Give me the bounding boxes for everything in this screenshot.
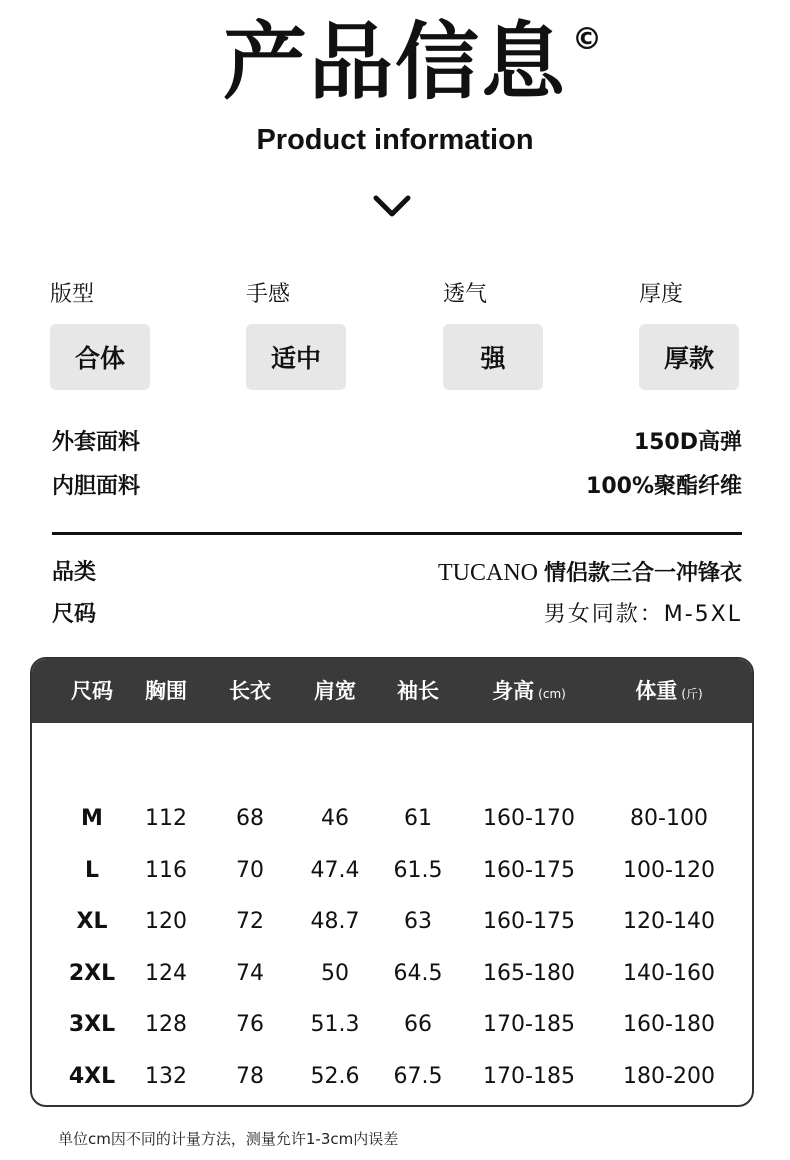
table-cell [394, 1102, 443, 1107]
table-cell: 128 [145, 1012, 187, 1037]
category-row [52, 558, 742, 589]
table-cell: 61.5 [393, 857, 443, 883]
column-header-unit: (cm) [538, 687, 566, 701]
size-cell: 3XL [68, 1012, 116, 1037]
inner-fabric-row [52, 472, 742, 502]
column-header-label: 肩宽 [314, 679, 356, 703]
table-cell: 120-140 [623, 909, 715, 934]
page-title-zh: 产品信息 [222, 13, 567, 111]
column-header-label: 体重 [635, 679, 678, 703]
table-cell: 47.4 [310, 857, 360, 883]
table-cell: 132 [145, 1063, 187, 1089]
table-cell: 72 [236, 909, 264, 934]
table-row [32, 999, 752, 1051]
column-header [397, 659, 439, 723]
attribute-label: 手感 [246, 282, 291, 307]
attribute-label: 版型 [50, 282, 95, 307]
table-cell: 67.5 [393, 1063, 443, 1089]
table-cell: 80-100 [630, 806, 708, 831]
size-range-label: 尺码 [52, 602, 97, 627]
table-cell: 160-170 [483, 806, 575, 831]
outer-fabric-label: 外套面料 [52, 430, 141, 455]
table-cell: 61 [404, 806, 432, 831]
attribute-breathability [443, 280, 547, 390]
table-cell: 66 [404, 1012, 432, 1037]
table-cell [623, 1102, 715, 1107]
size-cell: 4XL [68, 1063, 116, 1089]
table-cell: 63 [404, 909, 432, 934]
attribute-feel [246, 280, 350, 390]
size-cell: L [84, 857, 100, 883]
table-cell: 165-180 [483, 960, 575, 986]
section-divider [52, 532, 742, 535]
attribute-value: 合体 [50, 324, 150, 390]
inner-fabric-label: 内胆面料 [52, 474, 141, 499]
column-header [71, 659, 113, 723]
inner-fabric-value: 100%聚酯纤维 [586, 474, 742, 499]
table-row [32, 948, 752, 1000]
category-value [438, 558, 742, 589]
chevron-down-icon [372, 192, 412, 222]
table-cell: 70 [236, 857, 264, 883]
size-cell [69, 1102, 115, 1107]
copyright-mark: © [572, 22, 602, 57]
table-cell: 74 [236, 960, 264, 986]
size-range-value: 男女同款：M-5XL [543, 602, 742, 627]
table-cell: 76 [236, 1012, 264, 1037]
column-header [145, 659, 187, 723]
attribute-fit [50, 280, 154, 390]
table-cell: 46 [321, 806, 349, 831]
size-chart-table [30, 657, 754, 1107]
attribute-label: 厚度 [639, 282, 684, 307]
size-cell: 2XL [68, 960, 116, 986]
brand-name: TUCANO [437, 560, 538, 586]
table-cell [145, 1102, 187, 1107]
category-text: 情侣款三合一冲锋衣 [543, 561, 742, 586]
table-cell: 170-185 [483, 1012, 575, 1037]
table-cell: 180-200 [623, 1063, 715, 1089]
table-cell: 140-160 [623, 960, 715, 986]
table-cell: 68 [236, 806, 264, 831]
outer-fabric-row [52, 428, 742, 458]
size-range-row [52, 600, 742, 630]
table-cell: 124 [145, 960, 187, 986]
page-title-en: Product information [256, 124, 534, 156]
table-cell [311, 1102, 360, 1107]
table-cell: 120 [145, 909, 187, 934]
category-label: 品类 [52, 560, 97, 585]
table-cell: 50 [321, 960, 349, 986]
attribute-value: 强 [443, 324, 543, 390]
size-cell: M [81, 806, 103, 831]
table-row [32, 793, 752, 845]
column-header-label: 长衣 [229, 679, 271, 703]
table-cell: 160-175 [483, 909, 575, 934]
table-row [32, 845, 752, 897]
table-cell: 160-175 [483, 857, 575, 883]
table-cell: 112 [145, 806, 187, 831]
outer-fabric-value: 150D高弹 [633, 430, 742, 455]
table-cell: 160-180 [623, 1012, 715, 1037]
column-header [229, 659, 271, 723]
size-cell: XL [76, 909, 108, 934]
attribute-thickness [639, 280, 743, 390]
table-cell: 64.5 [393, 960, 443, 986]
table-row [32, 1051, 752, 1103]
column-header [314, 659, 356, 723]
table-cell: 100-120 [623, 857, 715, 883]
table-cell [236, 1102, 264, 1107]
table-cell [483, 1102, 575, 1107]
column-header-label: 袖长 [397, 679, 439, 703]
table-cell: 52.6 [310, 1063, 360, 1089]
attribute-label: 透气 [443, 282, 488, 307]
table-cell: 116 [145, 857, 187, 883]
column-header [492, 659, 566, 723]
attribute-value: 适中 [246, 324, 346, 390]
column-header-unit: (斤) [681, 687, 703, 701]
attribute-value: 厚款 [639, 324, 739, 390]
table-cell: 78 [236, 1063, 264, 1089]
table-cell: 170-185 [483, 1063, 575, 1089]
column-header-label: 胸围 [145, 679, 187, 703]
measurement-footnote: 单位cm因不同的计量方法，测量允许1-3cm内误差 [58, 1130, 399, 1148]
table-row [32, 896, 752, 948]
table-cell: 48.7 [310, 909, 360, 934]
table-row [32, 1102, 752, 1107]
size-chart-header [32, 659, 752, 723]
column-header-label: 身高 [492, 679, 535, 703]
column-header [635, 659, 702, 723]
table-cell: 51.3 [310, 1012, 360, 1037]
column-header-label: 尺码 [71, 679, 113, 703]
